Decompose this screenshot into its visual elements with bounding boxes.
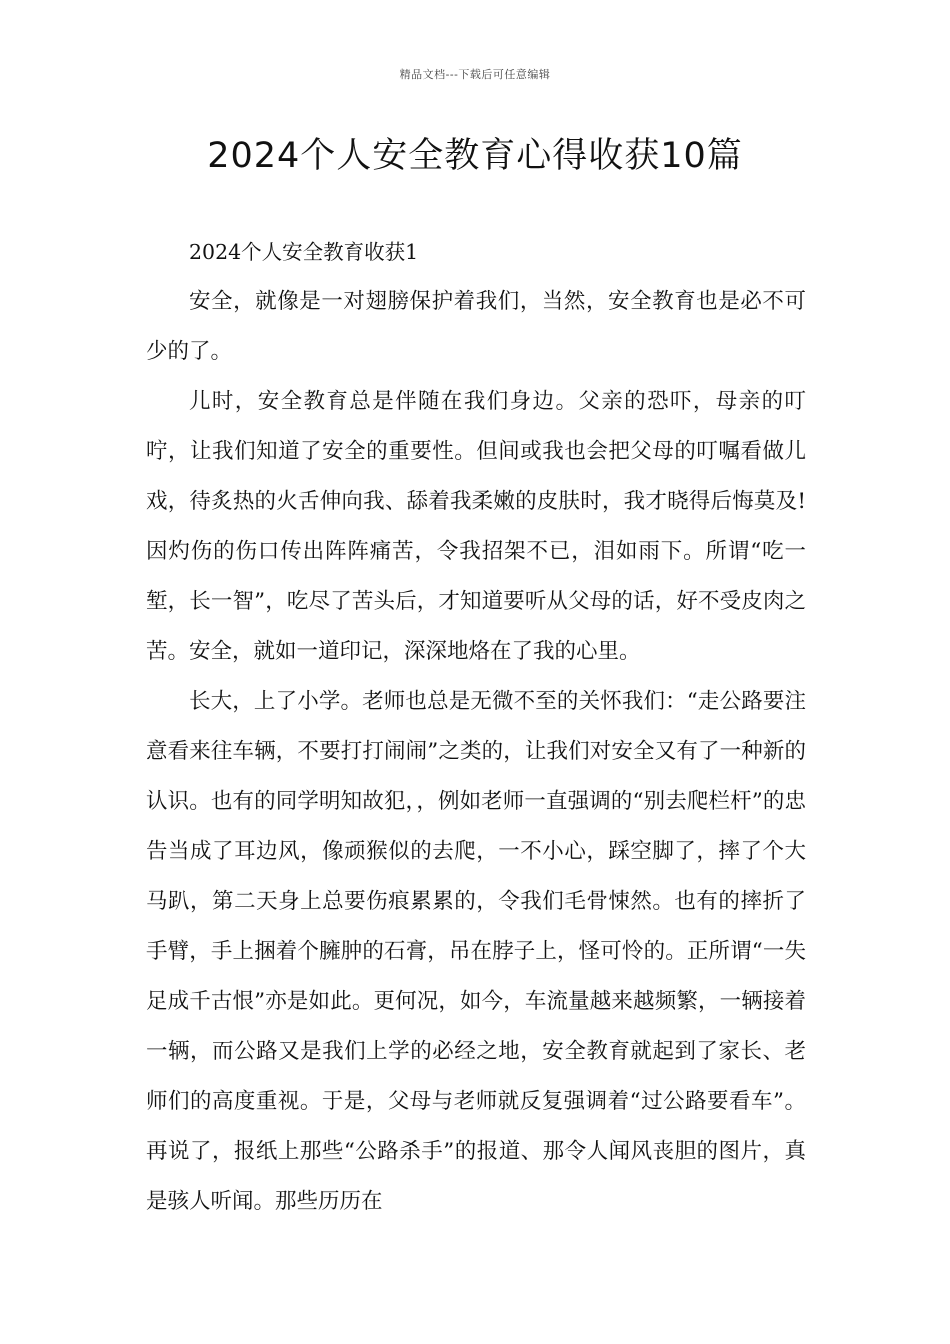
paragraph-1: 安全，就像是一对翅膀保护着我们，当然，安全教育也是必不可少的了。 (146, 289, 806, 364)
paragraph-2: 儿时，安全教育总是伴随在我们身边。父亲的恐吓，母亲的叮咛，让我们知道了安全的重要性。但间或我也会把父母的叮嘱看做儿戏，待炙热的火舌伸向我、舔着我柔嫩的皮肤时，我才晓得后悔莫及!因灼伤的伤口传出阵阵痛苦，令我招架不已，泪如雨下。所谓“吃一堑，长一智”，吃尽了苦头后，才知道要听从父母的话，好不受皮肉之苦。安全，就如一道印记，深深地烙在了我的心里。 (146, 389, 806, 664)
paragraph-3: 长大，上了小学。老师也总是无微不至的关怀我们：“走公路要注意看来往车辆，不要打打闹闹”之类的，让我们对安全又有了一种新的认识。也有的同学明知故犯，，例如老师一直强调的“别去爬栏杆”的忠告当成了耳边风，像顽猴似的去爬，一不小心，踩空脚了，摔了个大马趴，第二天身上总要伤痕累累的，令我们毛骨悚然。也有的摔折了手臂，手上捆着个臃肿的石膏，吊在脖子上，怪可怜的。正所谓“一失足成千古恨”亦是如此。更何况，如今，车流量越来越频繁，一辆接着一辆，而公路又是我们上学的必经之地，安全教育就起到了家长、老师们的高度重视。于是，父母与老师就反复强调着“过公路要看车”。再说了，报纸上那些“公路杀手”的报道、那令人闻风丧胆的图片，真是骇人听闻。那些历历在 (146, 689, 806, 1214)
section-subtitle: 2024个人安全教育收获1 (189, 240, 419, 264)
document-title: 2024个人安全教育心得收获10篇 (207, 136, 743, 176)
header-note: 精品文档---下载后可任意编辑 (399, 68, 551, 81)
document-body (146, 227, 806, 1227)
